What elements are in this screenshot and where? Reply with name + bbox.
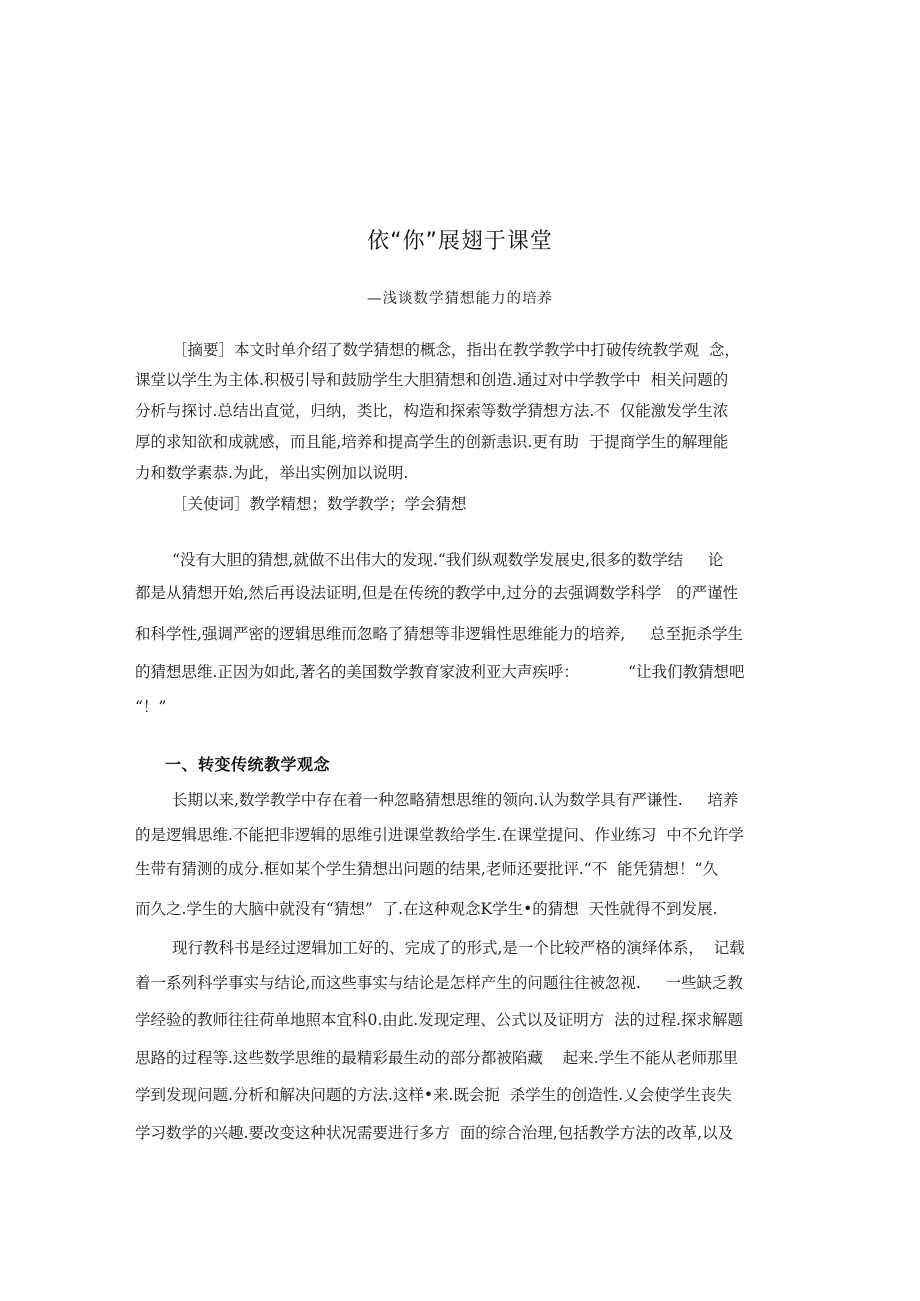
document-title: 依“你”展翅于课堂 xyxy=(367,229,553,254)
abstract-line: 力和数学素恭.为此，举出实例加以说明. xyxy=(135,464,409,482)
body-line: 现行教科书是经过逻辑加工好的、完成了的形式,是一个比较严格的演绎体系， 记载 xyxy=(172,939,745,957)
body-line: 学到发现问题.分析和解决问题的方法.这样•来.既会扼 杀学生的创造性.乂会使学生丧失 xyxy=(135,1086,732,1104)
section-heading: 一、转变传统教学观念 xyxy=(165,755,331,774)
abstract-line: ［摘要］本文时单介绍了数学猜想的概念，指出在教学教学中打破传统教学观 念， xyxy=(172,341,740,359)
body-line: 而久之.学生的大脑中就没有“猜想” 了.在这种观念K学生•的猜想 天性就得不到发展. xyxy=(135,900,718,918)
abstract-line: 厚的求知欲和成就感，而且能,培养和提高学生的创新恚识.更有助 于提商学生的解理能 xyxy=(135,433,729,451)
body-line: 长期以来,数学教学中存在着一种忽略猜想思维的领向.认为数学具有严谦性. 培养 xyxy=(172,791,739,809)
intro-line: 的猜想思维.正因为如此,著名的美国数学教育家波利亚大声疾呼： “让我们教猜想吧 xyxy=(135,663,745,681)
body-line: 学经验的教师往往荷单地照本宜科0.由此.发现定理、公式以及证明方 法的过程.探求解题 xyxy=(135,1011,743,1029)
abstract-line: 分析与探讨.总结出直觉，归纳，类比，构造和探索等数学猜想方法.不 仅能激发学生浓 xyxy=(135,402,729,420)
abstract-line: 课堂以学生为主体.积极引导和鼓励学生大胆猜想和创造.通过对中学教学中 相关问题的 xyxy=(135,371,729,389)
body-line: 学习数学的兴趣.要改变这种状况需要进行多方 面的综合治理,包括教学方法的改革,以及 xyxy=(135,1124,734,1142)
document-subtitle: —浅谈数学猜想能力的培养 xyxy=(367,291,553,307)
intro-line: 都是从猜想开始,然后再设法证明,但是在传统的教学中,过分的去强调数学科学 的严谨性 xyxy=(135,584,739,602)
intro-line: “！” xyxy=(135,698,167,716)
body-line: 思路的过程等.这些数学思维的最精彩最生动的部分都被陷藏 起来.学生不能从老师那里 xyxy=(135,1049,739,1067)
intro-line: “没有大胆的猜想,就做不出伟大的发现.“我们纵观数学发展史,很多的数学结 论 xyxy=(172,551,724,569)
keywords-line: ［关使词］教学精想；数学教学；学会猜想 xyxy=(172,495,467,513)
intro-line: 和科学性,强调严密的逻辑思维而忽略了猜想等非逻辑性思维能力的培养, 总至扼杀学生 xyxy=(135,625,743,643)
body-line: 生带有猜测的成分.框如某个学生猜想出问题的结果,老师还要批评.“不 能凭猜想！“久 xyxy=(135,860,718,878)
body-line: 的是逻辑思维.不能把非逻辑的思维引进课堂教给学生.在课堂提问、作业练习 中不允许学 xyxy=(135,826,744,844)
body-line: 着一系列科学事实与结论,而这些事实与结论是怎样产生的问题往往被忽视. 一些缺乏教 xyxy=(135,974,743,992)
